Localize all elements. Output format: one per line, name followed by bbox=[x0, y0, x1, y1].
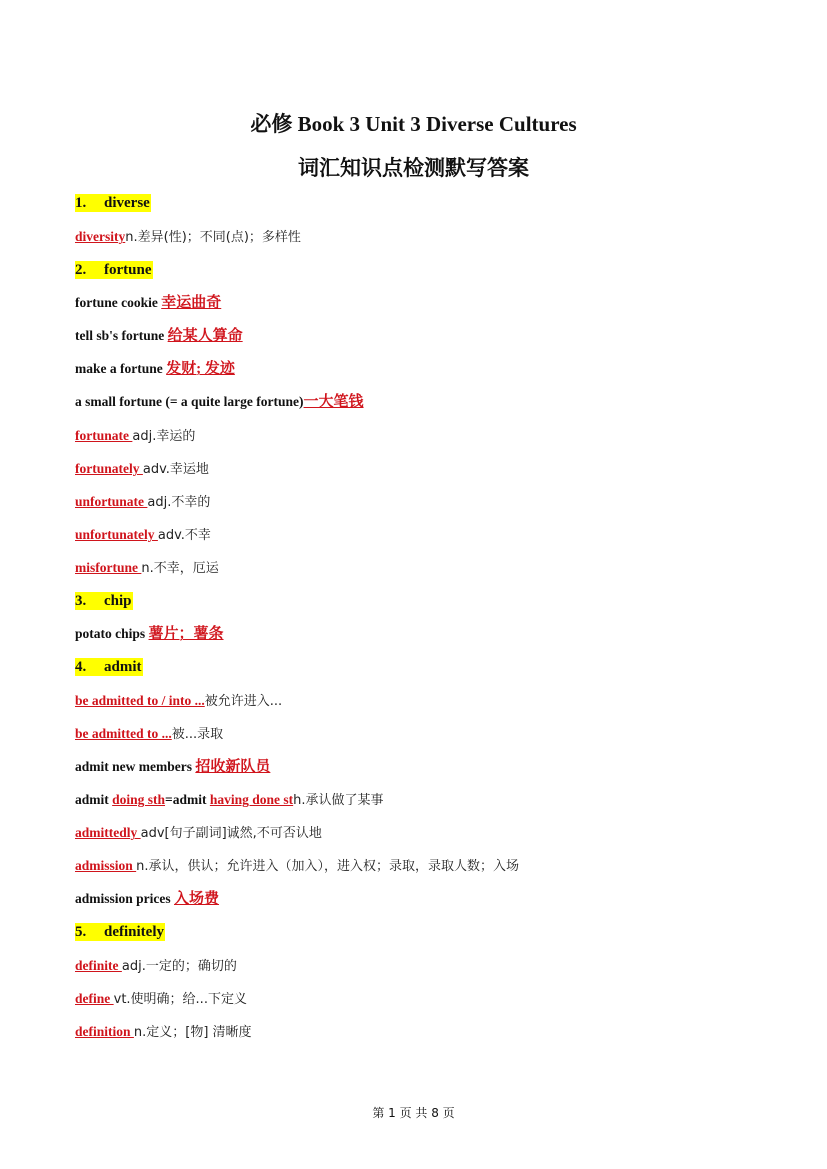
answer-text: doing sth bbox=[112, 792, 166, 807]
answer-text: fortunate bbox=[75, 428, 133, 443]
answer-text: diversity bbox=[75, 229, 126, 244]
answer-text: 幸运曲奇 bbox=[161, 295, 222, 311]
answer-text: having done st bbox=[209, 792, 294, 807]
document-title: 必修 Book 3 Unit 3 Diverse Cultures bbox=[250, 112, 577, 136]
entry-admitted-into: be admitted to / into ...被允许进入... bbox=[75, 693, 283, 709]
section-heading-admit: 4. admit bbox=[75, 659, 142, 675]
section-heading-diverse: 1. diverse bbox=[75, 195, 150, 211]
entry-unfortunate: unfortunate adj.不幸的 bbox=[75, 494, 211, 510]
answer-text: 招收新队员 bbox=[195, 759, 271, 775]
answer-text: 薯片；薯条 bbox=[148, 626, 224, 642]
page-footer: 第 1 页 共 8 页 bbox=[372, 1106, 455, 1120]
entry-admit-members: admit new members 招收新队员 bbox=[75, 759, 271, 775]
section-heading-definitely: 5. definitely bbox=[75, 924, 164, 940]
answer-text: 发财; 发迹 bbox=[166, 361, 235, 377]
document-subtitle: 词汇知识点检测默写答案 bbox=[298, 156, 529, 180]
answer-text: unfortunately bbox=[75, 527, 158, 542]
answer-text: admission bbox=[75, 858, 137, 873]
entry-small-fortune: a small fortune (= a quite large fortune)一大笔钱 bbox=[75, 394, 364, 410]
answer-text: 给某人算命 bbox=[167, 328, 243, 344]
entry-definition: definition n.定义；[物] 清晰度 bbox=[75, 1024, 252, 1040]
entry-tell-fortune: tell sb's fortune 给某人算命 bbox=[75, 328, 243, 344]
answer-text: 一大笔钱 bbox=[303, 394, 364, 410]
section-heading-fortune: 2. fortune bbox=[75, 262, 152, 278]
entry-admittedly: admittedly adv[句子副词]诚然,不可否认地 bbox=[75, 825, 322, 841]
answer-text: be admitted to / into ... bbox=[75, 693, 205, 708]
answer-text: define bbox=[75, 991, 114, 1006]
entry-admit-doing: admit doing sth=admit having done sth.承认做了某事 bbox=[75, 792, 384, 808]
entry-diversity: diversityn.差异(性)；不同(点)；多样性 bbox=[75, 229, 301, 245]
answer-text: 入场费 bbox=[174, 891, 220, 907]
entry-admission: admission n.承认，供认；允许进入（加入），进入权；录取，录取人数；入场 bbox=[75, 858, 520, 874]
section-heading-chip: 3. chip bbox=[75, 593, 132, 609]
entry-admitted-to: be admitted to ...被...录取 bbox=[75, 726, 224, 742]
answer-text: fortunately bbox=[75, 461, 143, 476]
entry-fortunately: fortunately adv.幸运地 bbox=[75, 461, 209, 477]
answer-text: definite bbox=[75, 958, 122, 973]
entry-make-fortune: make a fortune 发财; 发迹 bbox=[75, 361, 235, 377]
answer-text: misfortune bbox=[75, 560, 142, 575]
entry-define: define vt.使明确；给...下定义 bbox=[75, 991, 247, 1007]
entry-unfortunately: unfortunately adv.不幸 bbox=[75, 527, 211, 543]
entry-fortune-cookie: fortune cookie 幸运曲奇 bbox=[75, 295, 222, 311]
answer-text: unfortunate bbox=[75, 494, 148, 509]
entry-admission-prices: admission prices 入场费 bbox=[75, 891, 220, 907]
entry-definite: definite adj.一定的；确切的 bbox=[75, 958, 237, 974]
answer-text: be admitted to ... bbox=[75, 726, 172, 741]
answer-text: definition bbox=[75, 1024, 134, 1039]
answer-text: admittedly bbox=[75, 825, 141, 840]
entry-misfortune: misfortune n.不幸，厄运 bbox=[75, 560, 219, 576]
entry-potato-chips: potato chips 薯片；薯条 bbox=[75, 626, 224, 642]
entry-fortunate: fortunate adj.幸运的 bbox=[75, 428, 196, 444]
